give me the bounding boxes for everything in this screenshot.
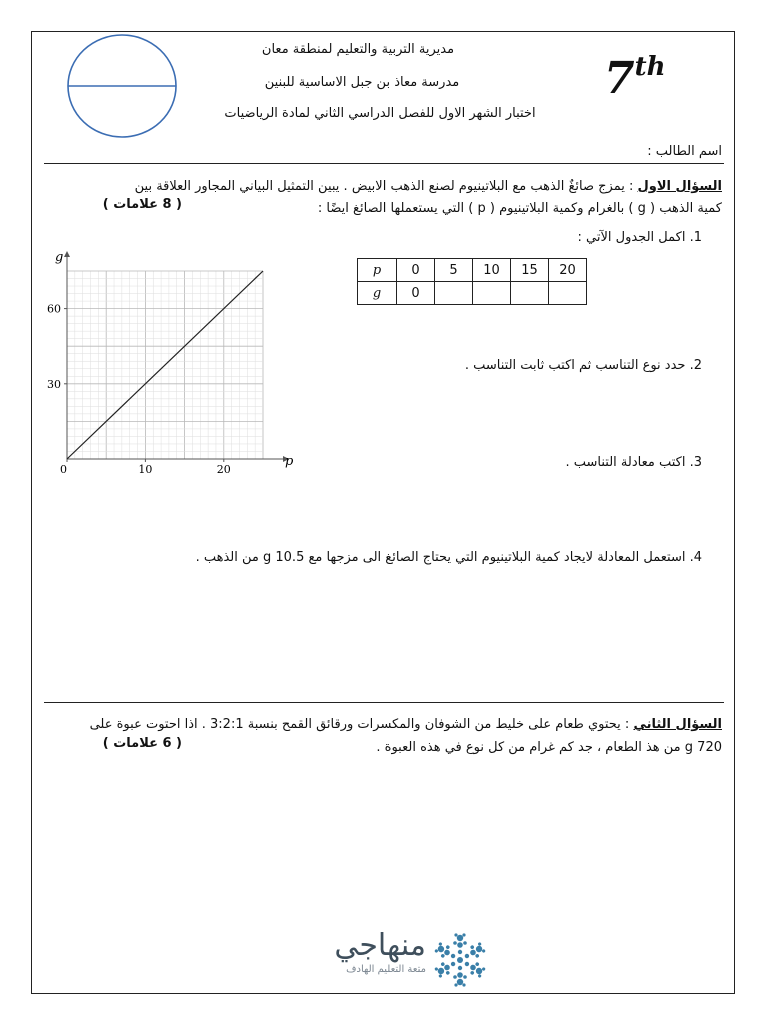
snowflake-dot: [458, 950, 462, 954]
snowflake-dot: [440, 953, 445, 958]
grade-label: 7th: [604, 52, 666, 104]
snowflake-center: [457, 957, 463, 963]
table-row-p: [358, 259, 587, 282]
snowflake-logo-icon: [432, 932, 488, 988]
snowflake-dot: [462, 933, 465, 936]
table-row-g: [358, 282, 587, 305]
table-cell-p-0: 0: [397, 259, 435, 282]
snowflake-dot: [438, 942, 442, 946]
x-tick-label: 20: [216, 463, 231, 476]
question1-item1: 1. اكمل الجدول الآتي :: [577, 230, 702, 245]
snowflake-dot: [470, 970, 475, 975]
snowflake-dot: [463, 941, 467, 945]
question2-line1: [50, 713, 722, 736]
x-tick-label: 10: [138, 463, 153, 476]
question1-title: السؤال الاول: [637, 179, 722, 194]
snowflake-dot: [440, 962, 445, 967]
question1-line1: [66, 175, 722, 198]
header-exam-title: اختبار الشهر الاول للفصل الدراسي الثاني لمادة الرياضيات: [224, 106, 536, 121]
snowflake-dot: [457, 979, 463, 985]
x-tick-label: 0: [60, 463, 67, 476]
y-axis-label: g: [55, 250, 64, 265]
question1-text-line2: كمية الذهب ( g ) بالغرام وكمية البلاتينيوم ( p ) التي يستعملها الصائغ ايضًا :: [317, 201, 722, 216]
table-cell-g-2[interactable]: [473, 282, 511, 305]
table-row-label-g: g: [358, 282, 397, 305]
question2-title: السؤال الثاني: [633, 717, 722, 732]
snowflake-dot: [437, 967, 446, 976]
table-cell-g-1[interactable]: [435, 282, 473, 305]
snowflake-arm: [453, 966, 467, 987]
question2-text-line1: : يحتوي طعام على خليط من الشوفان والمكسرات ورقائق القمح بنسبة 3:2:1 . اذا احتوت عبوة على: [89, 717, 634, 732]
logo-tagline: متعة التعليم الهادف: [346, 964, 426, 975]
table-row-label-p: p: [358, 259, 397, 282]
snowflake-dot: [458, 966, 462, 970]
snowflake-dot: [450, 953, 456, 959]
snowflake-dot: [454, 933, 457, 936]
snowflake-dot: [457, 935, 463, 941]
question1-item4: 4. استعمل المعادلة لايجاد كمية البلاتينيوم التي يحتاج الصائغ الى مزجها مع 10.5 g من الذهب .: [195, 550, 702, 565]
snowflake-dot: [453, 941, 457, 945]
snowflake-dot: [445, 945, 450, 950]
question2-marks: ( 6 علامات ): [102, 736, 182, 751]
logo-name: منهاجي: [334, 928, 426, 963]
school-emblem-circle: [66, 33, 178, 139]
snowflake-dot: [453, 975, 457, 979]
snowflake-dot: [454, 983, 457, 986]
snowflake-dot: [464, 953, 470, 959]
question1-item3: 3. اكتب معادلة التناسب .: [565, 455, 702, 470]
snowflake-dot: [445, 970, 450, 975]
question1-text-line1: : يمزج صائغٌ الذهب مع البلاتينيوم لصنع الذهب الابيض . يبين التمثيل البياني المجاور العلاقة بين: [134, 179, 638, 194]
question1-marks: ( 8 علامات ): [102, 197, 182, 212]
snowflake-dot: [463, 975, 467, 979]
header-divider: [44, 163, 724, 164]
table-cell-g-4[interactable]: [549, 282, 587, 305]
table-cell-p-4: 20: [549, 259, 587, 282]
y-axis-arrow-icon: [64, 251, 70, 257]
y-tick-label: 30: [47, 377, 61, 391]
snowflake-dot: [457, 972, 463, 978]
header-directorate: مديرية التربية والتعليم لمنطقة معان: [261, 42, 455, 57]
header-school: مدرسة معاذ بن جبل الاساسية للبنين: [264, 75, 460, 90]
snowflake-dot: [475, 953, 480, 958]
question1-item2: 2. حدد نوع التناسب ثم اكتب ثابت التناسب .: [464, 358, 702, 373]
student-name-label: اسم الطالب :: [647, 144, 722, 159]
series-line: [67, 271, 263, 459]
snowflake-dot: [457, 942, 463, 948]
question2-divider: [44, 702, 724, 703]
snowflake-dot: [450, 961, 456, 967]
table-cell-p-2: 10: [473, 259, 511, 282]
snowflake-dot: [438, 974, 442, 978]
y-tick-label: 60: [47, 302, 61, 316]
proportion-graph: [40, 238, 310, 476]
snowflake-dot: [477, 942, 481, 946]
snowflake-dot: [475, 945, 484, 954]
graph-series: [67, 271, 263, 459]
snowflake-dot: [462, 983, 465, 986]
snowflake-dot: [475, 962, 480, 967]
snowflake-dot: [475, 967, 484, 976]
snowflake-dot: [464, 961, 470, 967]
snowflake-arm: [453, 933, 467, 954]
table-cell-g-0[interactable]: 0: [397, 282, 435, 305]
x-axis-label: p: [285, 454, 294, 469]
proportion-table: [357, 258, 587, 305]
question2-text-line2: 720 g من هذ الطعام ، جد كم غرام من كل نوع في هذه العبوة .: [376, 740, 722, 755]
table-cell-p-3: 15: [511, 259, 549, 282]
snowflake-dot: [437, 945, 446, 954]
table-cell-g-3[interactable]: [511, 282, 549, 305]
snowflake-dot: [477, 974, 481, 978]
table-cell-p-1: 5: [435, 259, 473, 282]
snowflake-dot: [470, 945, 475, 950]
